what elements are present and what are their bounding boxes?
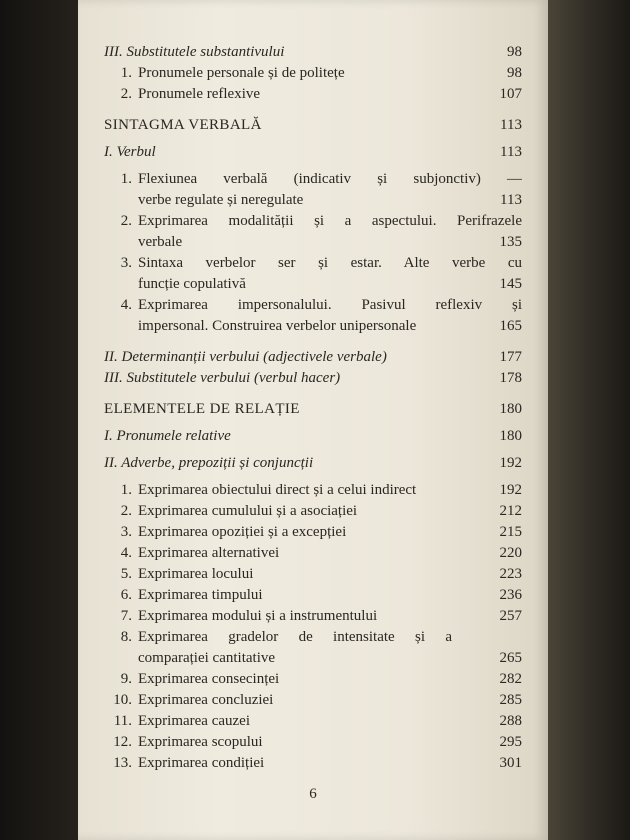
toc-index: 2. (120, 213, 132, 229)
toc-item (104, 253, 522, 274)
toc-page: 113 (500, 117, 522, 133)
toc-item (104, 585, 522, 606)
toc-index: 1. (120, 482, 132, 498)
toc-page: 180 (499, 428, 522, 444)
toc-page: 288 (499, 713, 522, 729)
toc-item (104, 711, 522, 732)
toc-subsection (104, 142, 522, 163)
toc-item (104, 169, 522, 190)
toc-text: III. Substitutele substantivului (104, 44, 285, 60)
toc-index: 4. (120, 297, 132, 313)
toc-subsection (104, 347, 522, 368)
toc-text: Exprimarea impersonalului. Pasivul reflexiv și (138, 297, 522, 313)
toc-text: Exprimarea cumulului și a asociației (138, 503, 358, 519)
toc-page: 282 (499, 671, 522, 687)
toc-text: Exprimarea consecinței (138, 671, 280, 687)
toc-text: Exprimarea cauzei (138, 713, 251, 729)
toc-page: 113 (500, 192, 522, 208)
toc-subsection (104, 368, 522, 389)
toc-page: 212 (499, 503, 522, 519)
toc-item-continuation (104, 316, 522, 337)
toc-page: 177 (499, 349, 522, 365)
toc-index: 2. (120, 503, 132, 519)
toc-item (104, 753, 522, 774)
toc-text: Flexiunea verbală (indicativ și subjonctiv) — (138, 171, 522, 187)
toc-page: 180 (499, 401, 522, 417)
toc-item (104, 732, 522, 753)
toc-text: Exprimarea gradelor de intensitate și a (138, 629, 452, 645)
toc-page: 98 (507, 44, 522, 60)
toc-section (104, 115, 522, 136)
toc-page: 215 (499, 524, 522, 540)
toc-page: 192 (499, 482, 522, 498)
toc-page: 135 (499, 234, 522, 250)
toc-text: Exprimarea concluziei (138, 692, 274, 708)
toc-item (104, 543, 522, 564)
toc-item (104, 295, 522, 316)
toc-text: funcție copulativă (138, 276, 246, 292)
toc-index: 4. (120, 545, 132, 561)
toc-item-continuation (104, 648, 522, 669)
toc-index: 11. (113, 713, 132, 729)
toc-text: Exprimarea timpului (138, 587, 263, 603)
toc-item (104, 627, 522, 648)
toc-text: Exprimarea modului și a instrumentului (138, 608, 378, 624)
toc-subsection (104, 42, 522, 63)
toc-text: Exprimarea opoziției și a excepției (138, 524, 347, 540)
toc-page: 145 (499, 276, 522, 292)
toc-text: Exprimarea scopului (138, 734, 263, 750)
toc-text: III. Substitutele verbului (verbul hacer) (104, 370, 341, 386)
background-right (548, 0, 630, 840)
toc-text: Exprimarea alternativei (138, 545, 280, 561)
toc-text: verbe regulate și neregulate (138, 192, 304, 208)
toc-text: SINTAGMA VERBALĂ (104, 117, 262, 133)
toc-text: I. Verbul (104, 144, 156, 160)
toc-subsection (104, 426, 522, 447)
toc-page: 223 (499, 566, 522, 582)
toc-text: Pronumele reflexive (138, 86, 261, 102)
toc-item-continuation (104, 274, 522, 295)
toc-page: 236 (499, 587, 522, 603)
toc-text: II. Determinanții verbului (adjectivele verbale) (104, 349, 387, 365)
toc-text: Exprimarea modalității și a aspectului. Perifrazele (138, 213, 522, 229)
toc-item (104, 501, 522, 522)
toc-page: 113 (500, 144, 522, 160)
toc-page: 257 (499, 608, 522, 624)
toc-text: impersonal. Construirea verbelor unipersonale (138, 318, 417, 334)
toc-index: 3. (120, 524, 132, 540)
toc-index: 7. (120, 608, 132, 624)
toc-index: 12. (113, 734, 132, 750)
toc-index: 1. (120, 171, 132, 187)
toc-index: 13. (113, 755, 132, 771)
toc-page: 192 (499, 455, 522, 471)
toc-index: 2. (120, 86, 132, 102)
toc-item (104, 84, 522, 105)
toc-item (104, 522, 522, 543)
toc-index: 5. (120, 566, 132, 582)
toc-item (104, 669, 522, 690)
toc-page: 107 (499, 86, 522, 102)
toc-page: 265 (499, 650, 522, 666)
toc-index: 6. (120, 587, 132, 603)
toc-subsection (104, 453, 522, 474)
toc-text: Sintaxa verbelor ser și estar. Alte verbe cu (138, 255, 522, 271)
toc-page: 301 (499, 755, 522, 771)
toc-page: 220 (499, 545, 522, 561)
toc-text: II. Adverbe, prepoziții și conjuncții (104, 455, 314, 471)
background-left (0, 0, 78, 840)
toc-index: 10. (113, 692, 132, 708)
toc-text: Exprimarea condiției (138, 755, 265, 771)
toc-item (104, 63, 522, 84)
toc-page: 285 (499, 692, 522, 708)
toc-section (104, 399, 522, 420)
toc-item-continuation (104, 190, 522, 211)
book-page (78, 0, 548, 840)
toc-item (104, 480, 522, 501)
toc-index: 9. (120, 671, 132, 687)
table-of-contents (104, 42, 522, 774)
toc-text: comparației cantitative (138, 650, 276, 666)
toc-item (104, 211, 522, 232)
toc-item (104, 564, 522, 585)
toc-text: Pronumele personale și de politețe (138, 65, 345, 81)
toc-text: ELEMENTELE DE RELAȚIE (104, 401, 300, 417)
toc-index: 8. (120, 629, 132, 645)
toc-index: 1. (120, 65, 132, 81)
toc-text: Exprimarea obiectului direct și a celui indirect (138, 482, 417, 498)
toc-item-continuation (104, 232, 522, 253)
toc-text: verbale (138, 234, 183, 250)
toc-page: 98 (507, 65, 522, 81)
toc-text: Exprimarea locului (138, 566, 254, 582)
toc-page: 295 (499, 734, 522, 750)
toc-index: 3. (120, 255, 132, 271)
toc-item (104, 606, 522, 627)
toc-page: 178 (499, 370, 522, 386)
toc-text: I. Pronumele relative (104, 428, 231, 444)
toc-page: 165 (499, 318, 522, 334)
page-number: 6 (309, 786, 317, 802)
toc-item (104, 690, 522, 711)
